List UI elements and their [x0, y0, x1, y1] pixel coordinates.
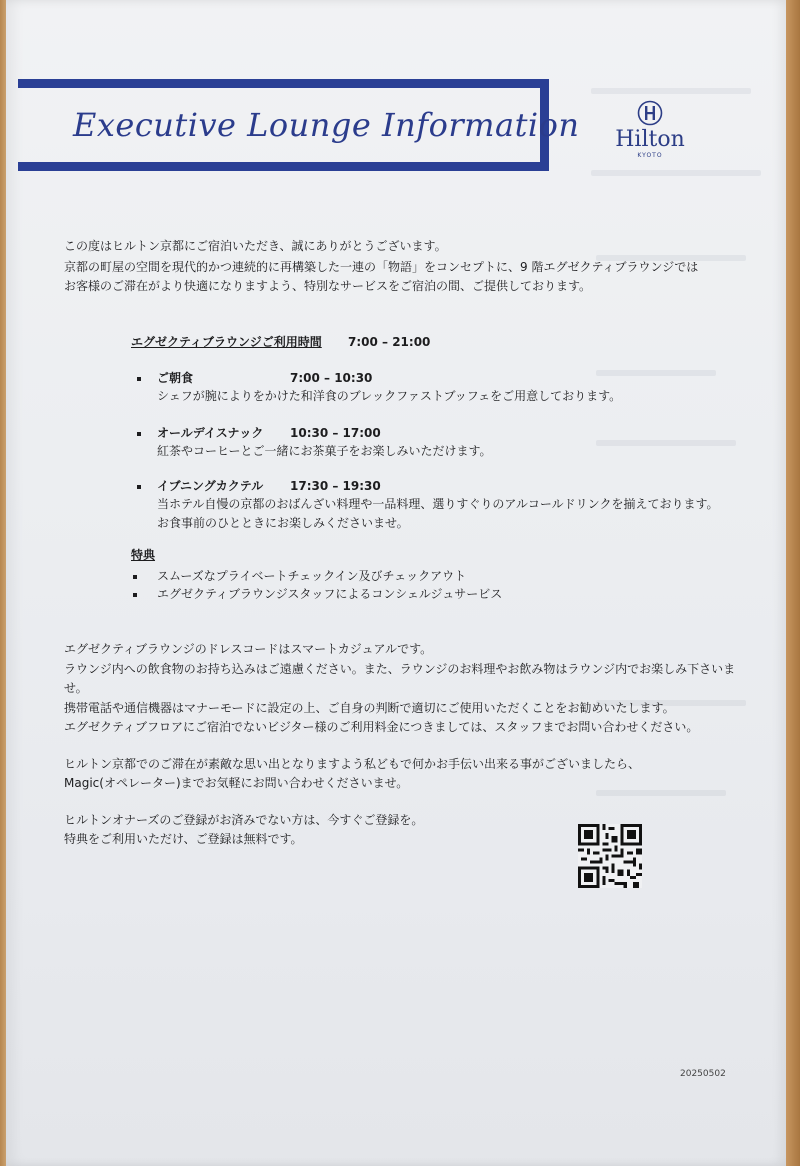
bullet-marker	[137, 432, 141, 436]
service-time-snack: 10:30 – 17:00	[290, 426, 381, 440]
intro-line-1: この度はヒルトン京都にご宿泊いただき、誠にありがとうございます。	[64, 239, 447, 253]
service-desc-cocktail-2: お食事前のひとときにお楽しみくださいませ。	[157, 516, 409, 530]
intro-line-2: 京都の町屋の空間を現代的かつ連続的に再構築した一連の「物語」をコンセプトに、9 階エグゼクティブラウンジでは	[64, 260, 699, 274]
table-surface-right	[786, 0, 800, 1166]
benefit-item-1: スムーズなプライベートチェックイン及びチェックアウト	[157, 569, 467, 583]
hilton-logo	[600, 100, 700, 159]
service-name-snack: オールデイスナック	[157, 426, 264, 440]
service-time-breakfast: 7:00 – 10:30	[290, 371, 373, 385]
service-desc-cocktail-1: 当ホテル自慢の京都のおばんざい料理や一品料理、選りすぐりのアルコールドリンクを揃えております。	[157, 497, 719, 511]
service-name-breakfast: ご朝食	[157, 371, 194, 385]
bullet-marker	[133, 575, 137, 579]
bullet-marker	[137, 485, 141, 489]
honors-line-1: ヒルトンオナーズのご登録がお済みでない方は、今すぐご登録を。	[64, 813, 424, 827]
closing-line-1: ヒルトン京都でのご滞在が素敵な思い出となりますよう私どもで何かお手伝い出来る事がございましたら、	[64, 757, 641, 771]
qr-code-icon[interactable]	[578, 824, 642, 888]
bullet-marker	[133, 593, 137, 597]
honors-line-2: 特典をご利用いただけ、ご登録は無料です。	[64, 832, 303, 846]
benefits-title: 特典	[131, 548, 156, 562]
note-food-1: ラウンジ内への飲食物のお持ち込みはご遠慮ください。また、ラウンジのお料理やお飲み物はラウンジ内でお楽しみ下さいま	[64, 662, 736, 676]
bullet-marker	[137, 377, 141, 381]
logo-city: KYOTO	[637, 152, 663, 159]
banner-title: Executive Lounge Information	[73, 106, 580, 144]
note-phone: 携帯電話や通信機器はマナーモードに設定の上、ご自身の判断で適切にご使用いただくことをお勧めいたします。	[64, 701, 675, 715]
service-name-cocktail: イブニングカクテル	[157, 479, 264, 493]
service-desc-breakfast: シェフが腕によりをかけた和洋食のブレックファストブッフェをご用意しております。	[157, 389, 622, 403]
intro-line-3: お客様のご滞在がより快適になりますよう、特別なサービスをご宿泊の間、ご提供しております。	[64, 279, 592, 293]
service-time-cocktail: 17:30 – 19:30	[290, 479, 381, 493]
document-code: 20250502	[680, 1069, 726, 1079]
closing-line-2: Magic(オペレーター)までお気軽にお問い合わせくださいませ。	[64, 776, 409, 790]
logo-name: Hilton	[615, 127, 685, 152]
note-visitor-fee: エグゼクティブフロアにご宿泊でないビジター様のご利用料金につきましては、スタッフまでお問い合わせください。	[64, 720, 699, 734]
note-food-2: せ。	[64, 681, 88, 695]
lounge-hours-time: 7:00 – 21:00	[348, 335, 431, 349]
lounge-hours-label: エグゼクティブラウンジご利用時間	[131, 335, 322, 349]
hilton-logo-icon	[637, 100, 663, 126]
service-desc-snack: 紅茶やコーヒーとご一緒にお茶菓子をお楽しみいただけます。	[157, 444, 492, 458]
benefit-item-2: エグゼクティブラウンジスタッフによるコンシェルジュサービス	[157, 587, 503, 601]
note-dress-code: エグゼクティブラウンジのドレスコードはスマートカジュアルです。	[64, 642, 433, 656]
